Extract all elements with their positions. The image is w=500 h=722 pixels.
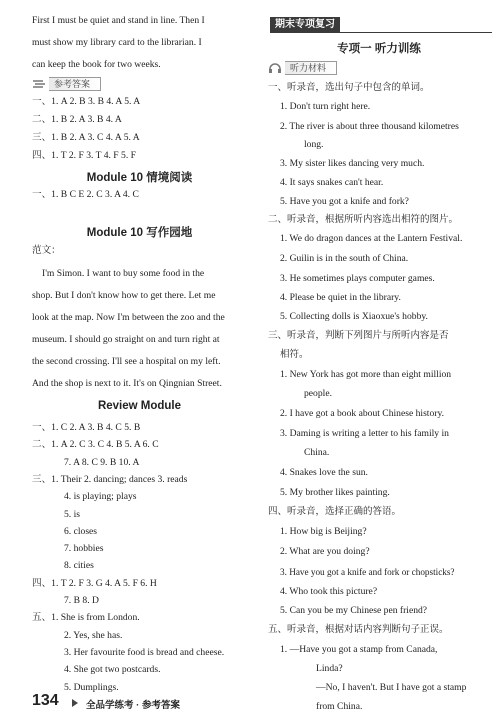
essay-line: I'm Simon. I want to buy some food in the xyxy=(42,268,205,279)
answer-row: 5. Dumplings. xyxy=(64,681,119,693)
question-item: 1. Don't turn right here. xyxy=(280,101,371,112)
answer-row: 一、1. C 2. A 3. B 4. C 5. B xyxy=(32,422,141,433)
answer-row: 2. Yes, she has. xyxy=(64,629,123,641)
question-item: 2. What are you doing? xyxy=(280,546,370,557)
dialogue-line: Linda? xyxy=(316,663,343,674)
arrow-icon xyxy=(70,697,82,709)
question-item: 3. He sometimes plays computer games. xyxy=(280,273,435,284)
question-item: 3. Have you got a knife and fork or chopsticks? xyxy=(280,567,455,577)
question-item: 1. How big is Beijing? xyxy=(280,526,367,537)
question-item: 5. Have you got a knife and fork? xyxy=(280,196,409,207)
review-module-title: Review Module xyxy=(97,400,182,412)
question-heading-cont: 相符。 xyxy=(280,349,309,360)
dialogue-line: —No, I haven't. But I have got a stamp xyxy=(316,682,467,693)
question-item: 4. It says snakes can't hear. xyxy=(280,177,384,188)
answer-row: 6. closes xyxy=(64,525,98,537)
answer-row: 三、1. Their 2. dancing; dances 3. reads xyxy=(32,473,188,485)
essay-line: the second crossing. I'll see a hospital on my left. xyxy=(32,356,221,367)
answer-row: 四、1. T 2. F 3. G 4. A 5. F 6. H xyxy=(32,577,157,589)
section-title: 专项一 听力训练 xyxy=(337,43,421,55)
footer-title: 全品学练考 · 参考答案 xyxy=(86,700,180,711)
answer-row: 7. B 8. D xyxy=(64,595,99,606)
dialogue-line: from China. xyxy=(316,701,363,712)
question-item: 4. Snakes love the sun. xyxy=(280,467,368,478)
question-item: long. xyxy=(304,139,324,150)
question-heading: 五、听录音，根据对话内容判断句子正误。 xyxy=(268,624,449,635)
answer-tag-label: 参考答案 xyxy=(49,77,101,91)
headphones-icon xyxy=(268,63,282,73)
essay-line: museum. I should go straight on and turn right at xyxy=(32,334,220,345)
intro-line: First I must be quiet and stand in line. Then I xyxy=(32,15,205,26)
sample-label: 范文： xyxy=(32,245,61,256)
question-item: 4. Who took this picture? xyxy=(280,586,378,597)
answer-row: 5. is xyxy=(64,508,80,520)
page-number: 134 xyxy=(32,692,59,709)
question-item: China. xyxy=(304,447,330,458)
answer-tag xyxy=(32,77,101,91)
module10-writing-title: Module 10 写作园地 xyxy=(86,227,193,239)
question-item: 5. My brother likes painting. xyxy=(280,487,390,498)
question-item: 2. I have got a book about Chinese history. xyxy=(280,408,445,419)
essay-line: look at the map. Now I'm between the zoo and the xyxy=(32,312,225,323)
answer-row: 三、1. B 2. A 3. C 4. A 5. A xyxy=(32,132,140,143)
answer-row: 一、1. B C E 2. C 3. A 4. C xyxy=(32,189,139,200)
question-heading: 四、听录音，选择正确的答语。 xyxy=(268,506,402,517)
material-tag xyxy=(268,61,337,75)
tab-rule xyxy=(270,32,492,33)
answer-row: 二、1. B 2. A 3. B 4. A xyxy=(32,114,122,125)
answer-row: 二、1. A 2. C 3. C 4. B 5. A 6. C xyxy=(32,439,159,451)
review-tab: 期末专项复习 xyxy=(270,17,340,32)
answer-row: 一、1. A 2. B 3. B 4. A 5. A xyxy=(32,96,141,107)
question-item: 1. New York has got more than eight million xyxy=(280,369,452,380)
essay-line: shop. But I don't know how to get there. Let me xyxy=(32,290,216,301)
answer-row: 四、1. T 2. F 3. T 4. F 5. F xyxy=(32,150,136,161)
answer-row: 8. cities xyxy=(64,560,94,572)
intro-line: can keep the book for two weeks. xyxy=(32,59,161,70)
answer-row: 7. A 8. C 9. B 10. A xyxy=(64,456,140,468)
lines-icon xyxy=(32,79,46,89)
answer-row: 4. is playing; plays xyxy=(64,491,137,503)
answer-row: 7. hobbies xyxy=(64,543,104,555)
answer-row: 4. She got two postcards. xyxy=(64,664,161,676)
question-item: 3. Daming is writing a letter to his family in xyxy=(280,428,449,439)
question-item: 5. Can you be my Chinese pen friend? xyxy=(280,605,428,616)
intro-line: must show my library card to the librarian. I xyxy=(32,37,202,48)
question-item: 2. Guilin is in the south of China. xyxy=(280,253,409,264)
question-item: people. xyxy=(304,388,332,399)
answer-row: 五、1. She is from London. xyxy=(32,612,140,624)
question-item: 5. Collecting dolls is Xiaoxue's hobby. xyxy=(280,311,428,322)
question-heading: 一、听录音，选出句子中包含的单词。 xyxy=(268,82,430,93)
question-item: 2. The river is about three thousand kilometres xyxy=(280,121,459,132)
essay-line: And the shop is next to it. It's on Qingnian Street. xyxy=(32,378,222,389)
question-item: 1. We do dragon dances at the Lantern Festival. xyxy=(280,233,463,244)
question-item: 3. My sister likes dancing very much. xyxy=(280,158,425,169)
answer-row: 3. Her favourite food is bread and cheese. xyxy=(64,646,225,658)
dialogue-line: 1. —Have you got a stamp from Canada, xyxy=(280,644,438,655)
material-tag-label: 听力材料 xyxy=(285,61,337,75)
module10-reading-title: Module 10 情境阅读 xyxy=(86,172,193,184)
question-heading: 三、听录音，判断下列图片与所听内容是否 xyxy=(268,330,449,341)
question-heading: 二、听录音，根据所听内容选出相符的图片。 xyxy=(268,214,459,225)
question-item: 4. Please be quiet in the library. xyxy=(280,292,401,303)
